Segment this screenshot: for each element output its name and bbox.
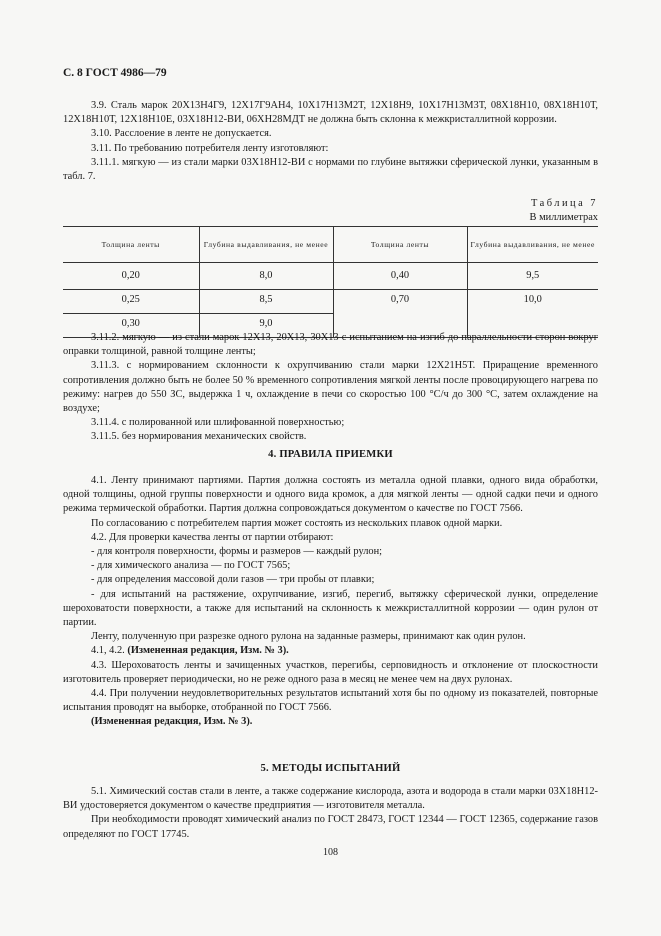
table-cell: 9,5	[467, 263, 598, 290]
page-number: 108	[323, 847, 338, 858]
col-header-thickness-1: Толщина ленты	[63, 227, 199, 263]
amendment-note-4-1-4-2	[63, 644, 598, 658]
col-header-thickness-2: Толщина ленты	[333, 227, 467, 263]
amendment-ref: 4.1, 4.2.	[91, 645, 128, 657]
amendment-text: (Измененная редакция, Изм. № 3).	[127, 645, 289, 657]
amendment-note-4-4	[63, 715, 598, 729]
table-cell: 8,0	[199, 263, 333, 290]
table-cell: 0,70	[333, 290, 467, 338]
clause-4-2-note: Ленту, полученную при разрезке одного рулона на заданные размеры, принимают как один рулон.	[91, 631, 526, 643]
clause-3-10: 3.10. Расслоение в ленте не допускается.	[91, 128, 272, 140]
clause-3-11: 3.11. По требованию потребителя ленту изготовляют:	[91, 142, 329, 154]
table-cell: 0,40	[333, 263, 467, 290]
table-cell: 10,0	[467, 290, 598, 338]
clause-4-1: 4.1. Ленту принимают партиями. Партия должна состоять из металла одной плавки, одного вида обработки, одной толщины, одной группы поверхности и одного вида кромок, а для мягкой ленты — одной садки печи и одного режима термической обработки. Партия должна сопровождаться документом о качестве по ГОСТ 7566.	[63, 475, 598, 515]
table-cell: 0,25	[63, 290, 199, 314]
table-cell: 0,30	[63, 314, 199, 338]
clause-4-1-note: По согласованию с потребителем партия может состоять из нескольких плавок одной марки.	[91, 517, 503, 529]
table-row	[63, 263, 598, 290]
clause-4-3: 4.3. Шероховатость ленты и зачищенных участков, перегибы, серповидность и отклонение от плоскостности изготовитель проверяет периодически, но не реже одного раза в месяц не менее чем на двух рулонах.	[63, 659, 598, 685]
clause-3-11-4: 3.11.4. с полированной или шлифованной поверхностью;	[91, 417, 345, 429]
list-item: - для контроля поверхности, формы и размеров — каждый рулон;	[91, 546, 383, 558]
clause-3-11-2: 3.11.2. мягкую — из стали марок 12Х13, 20Х13, 30Х13 с испытанием на изгиб до параллельности сторон вокруг оправки толщиной, равной толщине ленты;	[63, 332, 598, 358]
clauses-3-9-to-3-11-1	[63, 99, 598, 184]
table-number: Таблица 7	[531, 198, 598, 209]
table-cell: 0,20	[63, 263, 199, 290]
table-units: В миллиметрах	[529, 212, 598, 224]
clause-4-4: 4.4. При получении неудовлетворительных результатов испытаний хотя бы по одному из показателей, повторные испытания проводят на выборке, отобранной по ГОСТ 7566.	[63, 688, 598, 714]
section-4-title: 4. ПРАВИЛА ПРИЕМКИ	[268, 449, 393, 460]
table-caption	[63, 197, 598, 225]
section-4-body	[63, 474, 598, 730]
table-7	[63, 226, 598, 338]
page-header: С. 8 ГОСТ 4986—79	[63, 67, 167, 79]
col-header-depth-1: Глубина выдавливания, не менее	[199, 227, 333, 263]
clauses-3-11-2-to-3-11-5	[63, 331, 598, 445]
clause-5-1: 5.1. Химический состав стали в ленте, а также содержание кислорода, азота и водорода в стали марки 03Х18Н12-ВИ удостоверяется документом о качестве предприятия — изготовителя металла.	[63, 786, 598, 812]
clause-3-11-1: 3.11.1. мягкую — из стали марки 03Х18Н12-ВИ с нормами по глубине вытяжки сферической лунки, указанным в табл. 7.	[63, 156, 598, 183]
section-5-title: 5. МЕТОДЫ ИСПЫТАНИЙ	[260, 763, 401, 774]
table-cell: 8,5	[199, 290, 333, 314]
clause-3-11-5: 3.11.5. без нормирования механических свойств.	[91, 431, 307, 443]
table-cell: 9,0	[199, 314, 333, 338]
list-item: - для определения массовой доли газов — три пробы от плавки;	[91, 574, 375, 586]
col-header-depth-2: Глубина выдавливания, не менее	[467, 227, 598, 263]
clause-3-9: 3.9. Сталь марок 20Х13Н4Г9, 12Х17Г9АН4, 10Х17Н13М2Т, 12Х18Н9, 10Х17Н13М3Т, 08Х18Н10, 08Х18Н10Т, 12Х18Н10Т, 12Х18Н10Е, 03Х18Н12-ВИ, 06ХН28МДТ не должна быть склонна к межкристаллитной коррозии.	[63, 100, 598, 126]
amendment-text: (Измененная редакция, Изм. № 3).	[91, 716, 253, 728]
table-row	[63, 290, 598, 314]
section-5-body	[63, 785, 598, 842]
list-item: - для испытаний на растяжение, охрупчивание, изгиб, перегиб, вытяжку сферической лунки, определение шероховатости поверхности, а также для испытаний на склонность к межкристаллитной коррозии — один рулон от партии.	[63, 588, 598, 629]
list-item: - для химического анализа — по ГОСТ 7565;	[91, 560, 291, 572]
clause-5-1-note: При необходимости проводят химический анализ по ГОСТ 28473, ГОСТ 12344 — ГОСТ 12365, содержание газов определяют по ГОСТ 17745.	[63, 814, 598, 840]
clause-3-11-3: 3.11.3. с нормированием склонности к охрупчиванию стали марки 12Х21Н5Т. Приращение временного сопротивления должно быть не более 50 % временного сопротивления мягкой ленты после провоцирующего нагрева по режиму: нагрев до 550 ЗС, выдержка 1 ч, охлаждение в печи со скоростью 100 °С/ч до 300 °С, затем охлаждение на воздухе;	[63, 360, 598, 415]
clause-4-2: 4.2. Для проверки качества ленты от партии отбирают:	[91, 531, 334, 543]
